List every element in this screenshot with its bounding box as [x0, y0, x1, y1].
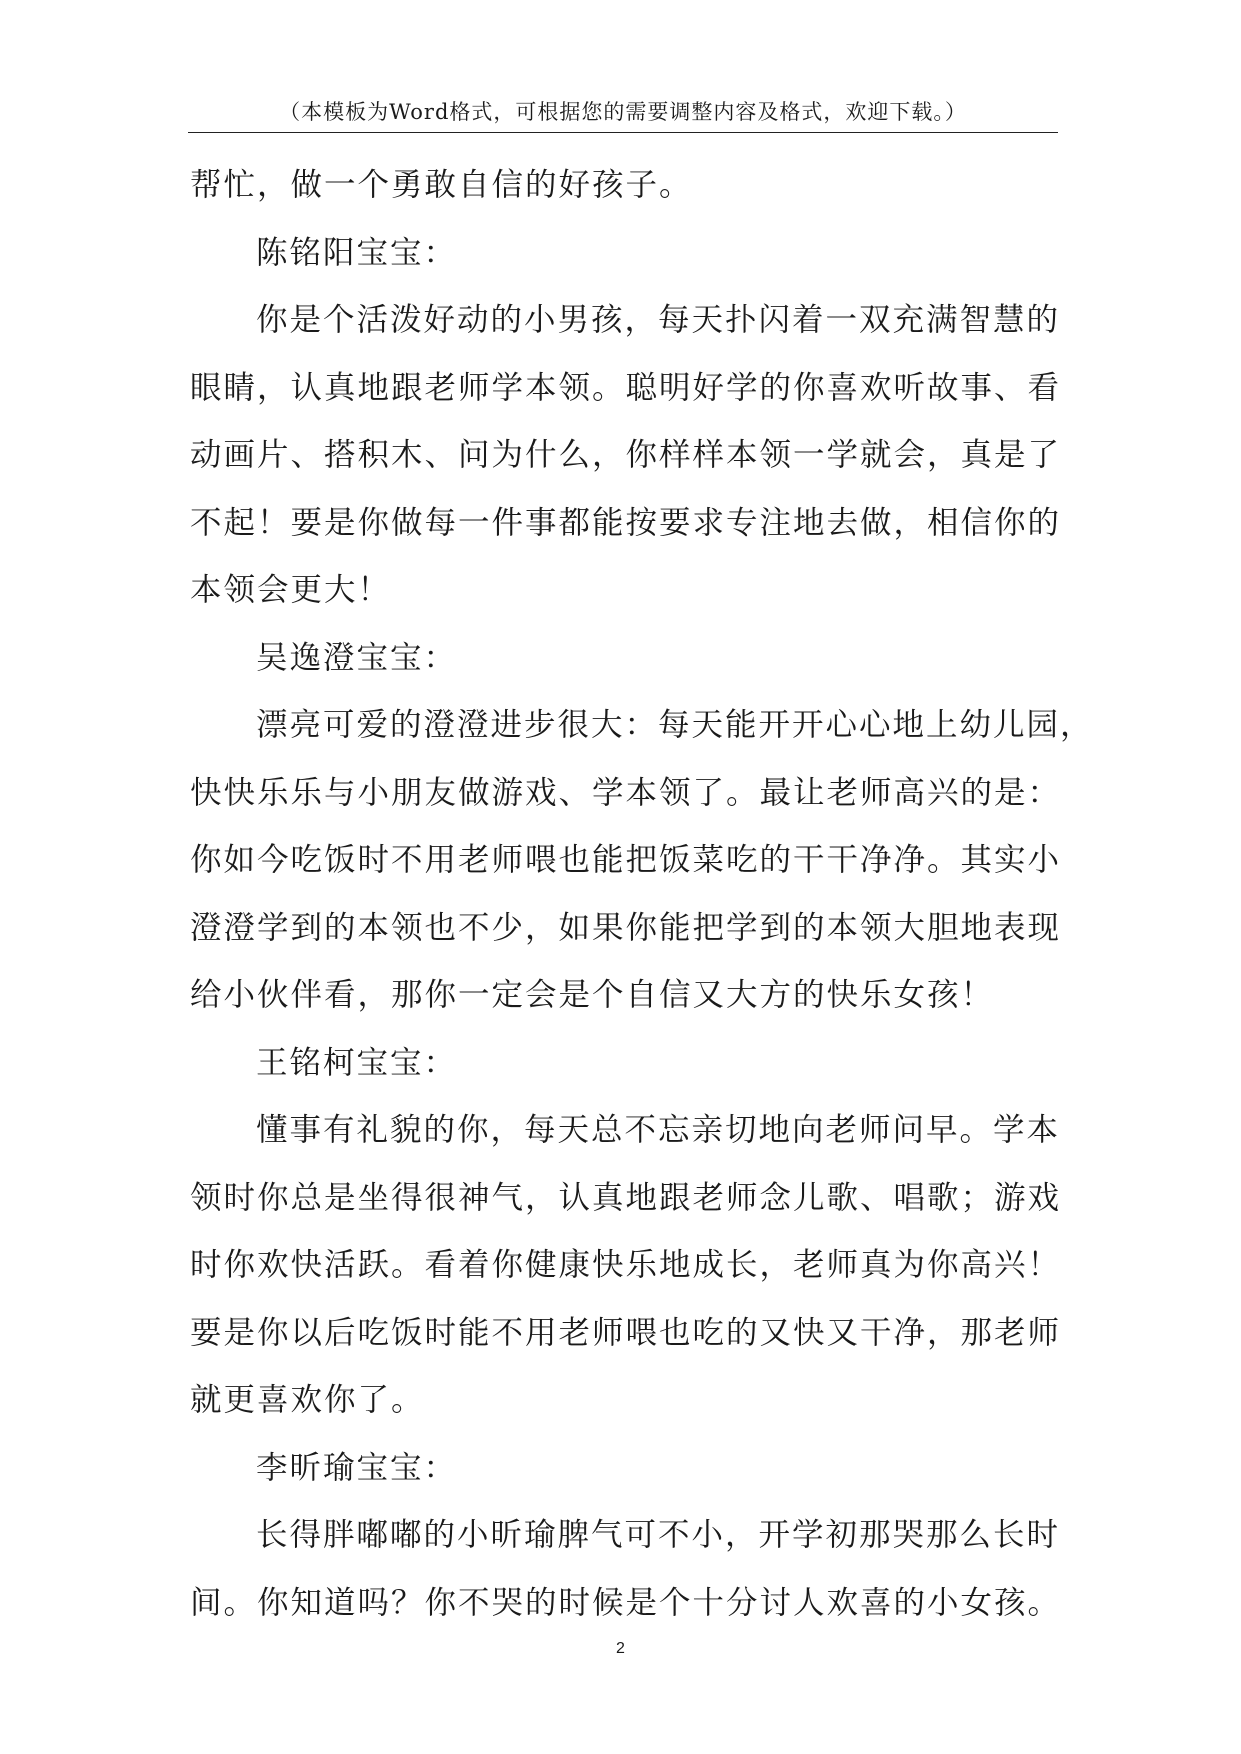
- paragraph-line: 给小伙伴看，那你一定会是个自信又大方的快乐女孩！: [190, 977, 995, 1013]
- child-name-heading: 陈铭阳宝宝：: [256, 234, 458, 271]
- paragraph-line: 长得胖嘟嘟的小昕瑜脾气可不小，开学初那哭那么长时: [256, 1517, 1061, 1553]
- paragraph-line: 懂事有礼貌的你，每天总不忘亲切地向老师问早。学本: [256, 1112, 1061, 1148]
- paragraph-line: 时你欢快活跃。看着你健康快乐地成长，老师真为你高兴！: [190, 1247, 1062, 1283]
- paragraph-line: 快快乐乐与小朋友做游戏、学本领了。最让老师高兴的是：: [190, 774, 1062, 811]
- paragraph-line: 不起！要是你做每一件事都能按要求专注地去做，相信你的: [190, 504, 1062, 541]
- paragraph-line: 你是个活泼好动的小男孩，每天扑闪着一双充满智慧的: [256, 302, 1061, 338]
- paragraph-line: 领时你总是坐得很神气，认真地跟老师念儿歌、唱歌；游戏: [190, 1179, 1062, 1216]
- child-name-heading: 吴逸澄宝宝：: [256, 639, 458, 676]
- page-number: 2: [616, 1640, 625, 1657]
- header-divider: [188, 132, 1058, 133]
- paragraph-line: 动画片、搭积木、问为什么，你样样本领一学就会，真是了: [190, 437, 1062, 473]
- paragraph-line: 就更喜欢你了。: [190, 1382, 425, 1418]
- paragraph-line: 本领会更大！: [190, 572, 392, 608]
- paragraph-line: 间。你知道吗？你不哭的时候是个十分讨人欢喜的小女孩。: [190, 1584, 1062, 1621]
- paragraph-line: 帮忙，做一个勇敢自信的好孩子。: [190, 167, 693, 203]
- child-name-heading: 李昕瑜宝宝：: [256, 1449, 458, 1486]
- template-header-note: （本模板为Word格式，可根据您的需要调整内容及格式，欢迎下载。）: [279, 100, 967, 124]
- paragraph-line: 要是你以后吃饭时能不用老师喂也吃的又快又干净，那老师: [190, 1314, 1062, 1351]
- paragraph-line: 眼睛，认真地跟老师学本领。聪明好学的你喜欢听故事、看: [190, 369, 1062, 406]
- child-name-heading: 王铭柯宝宝：: [256, 1044, 458, 1081]
- paragraph-line: 澄澄学到的本领也不少，如果你能把学到的本领大胆地表现: [190, 909, 1062, 946]
- paragraph-line: 漂亮可爱的澄澄进步很大：每天能开开心心地上幼儿园，: [256, 707, 1094, 743]
- paragraph-line: 你如今吃饭时不用老师喂也能把饭菜吃的干干净净。其实小: [190, 842, 1062, 878]
- document-body: [190, 152, 1094, 1637]
